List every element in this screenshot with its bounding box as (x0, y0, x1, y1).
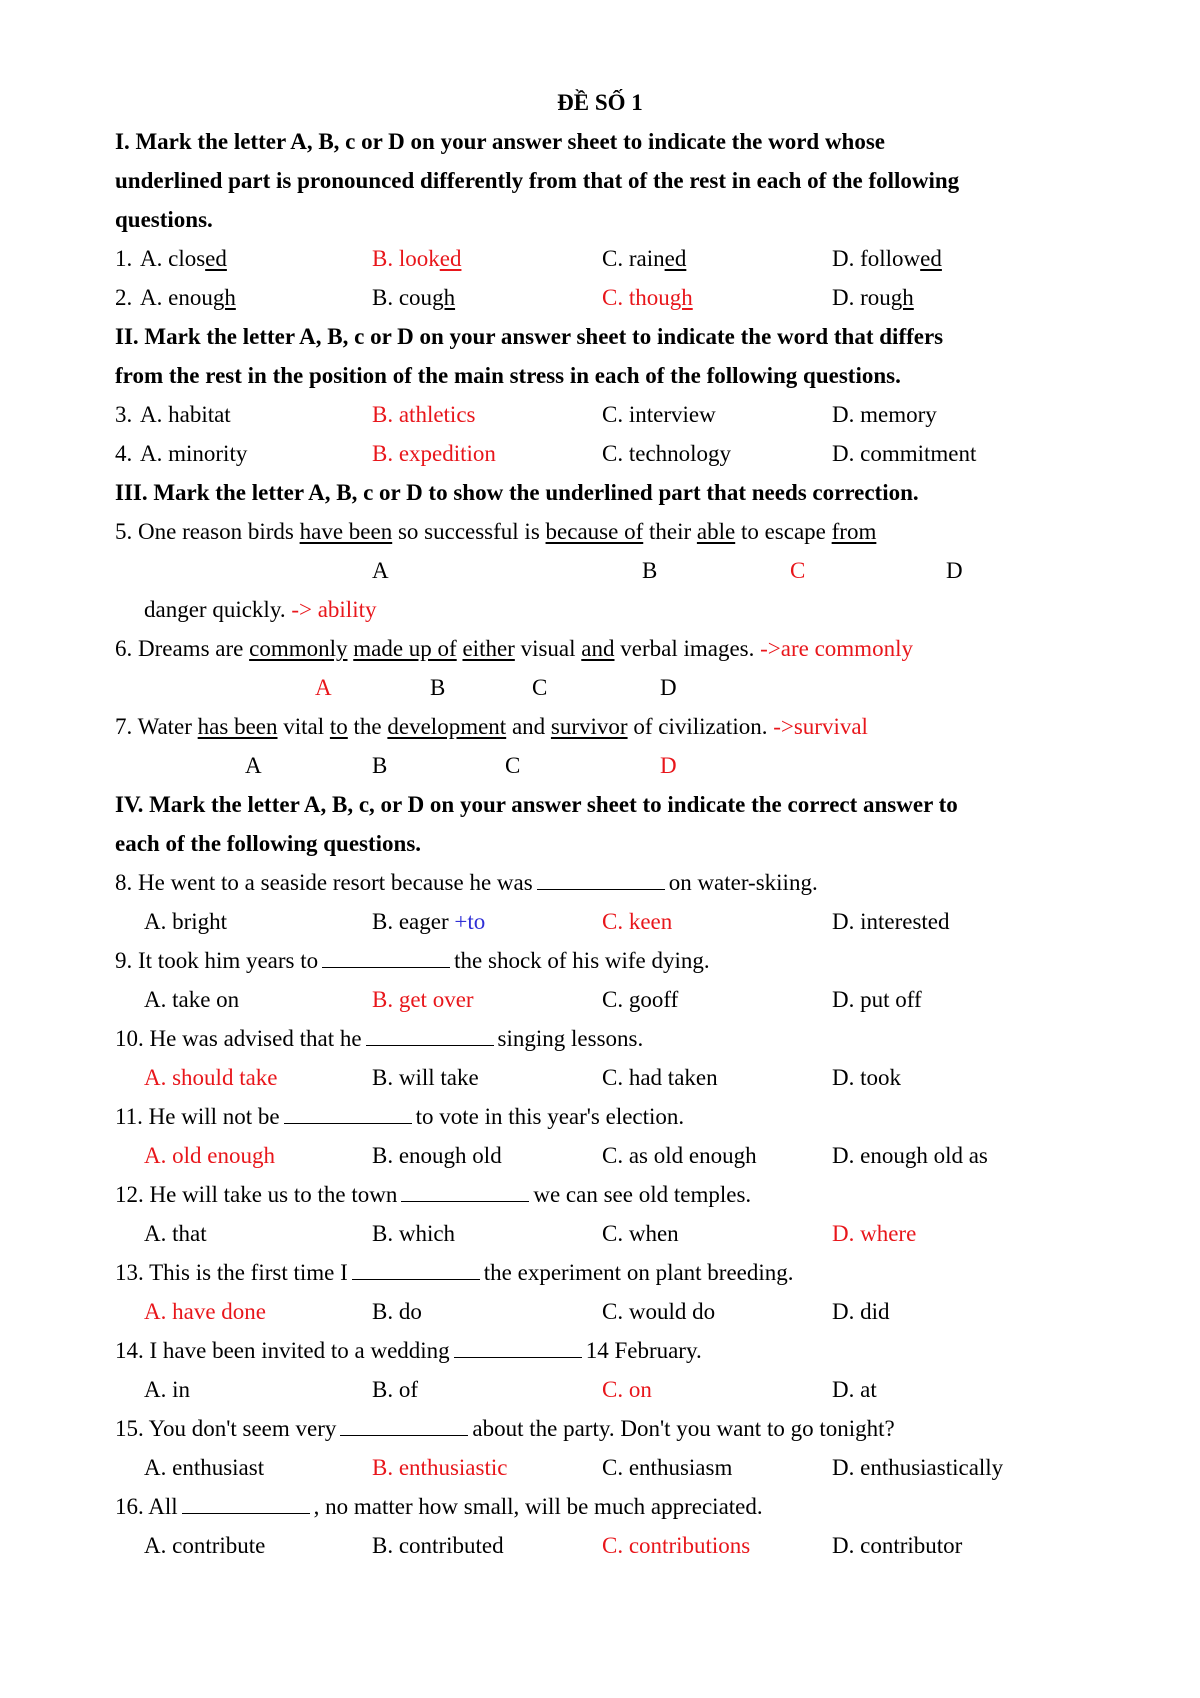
question-13-option-b: B. do (372, 1299, 422, 1324)
question-5-part-b: because of (545, 519, 644, 544)
question-9-option-a: A. take on (144, 987, 240, 1012)
answer-blank (322, 949, 450, 968)
question-13-option-d: D. did (832, 1299, 890, 1324)
question-12-option-c: C. when (602, 1221, 679, 1246)
question-8-option-d: D. interested (832, 909, 950, 934)
question-16-option-b: B. contributed (372, 1533, 504, 1558)
question-14-stem: 14. I have been invited to a wedding 14 February. (115, 1338, 702, 1363)
question-1-option-a: A. closed (140, 246, 227, 271)
section-1-heading-line-1: I. Mark the letter A, B, c or D on your answer sheet to indicate the word whose (115, 129, 886, 154)
question-15-stem: 15. You don't seem very about the party. Don't you want to go tonight? (115, 1416, 895, 1441)
question-3-option-b: B. athletics (372, 402, 476, 427)
question-6-letter-a: A (315, 675, 332, 700)
question-13-stem: 13. This is the first time I the experiment on plant breeding. (115, 1260, 794, 1285)
question-5-continuation: danger quickly. -> ability (144, 597, 377, 622)
question-6-part-b: made up of (353, 636, 457, 661)
question-5-letter-c: C (790, 558, 806, 583)
question-5-part-d: from (831, 519, 877, 544)
question-5-letter-b: B (642, 558, 658, 583)
question-14-option-a: A. in (144, 1377, 190, 1402)
question-7-part-d: survivor (550, 714, 628, 739)
question-2-option-a: A. enough (140, 285, 236, 310)
question-5-correction: -> ability (291, 597, 377, 622)
question-6-letter-b: B (430, 675, 446, 700)
section-3-heading: III. Mark the letter A, B, c or D to show the underlined part that needs correction. (115, 480, 919, 505)
question-12-option-a: A. that (144, 1221, 207, 1246)
section-2-heading-line-1: II. Mark the letter A, B, c or D on your answer sheet to indicate the word that differs (115, 324, 944, 349)
question-15-option-a: A. enthusiast (144, 1455, 265, 1480)
section-4-heading-line-2: each of the following questions. (115, 831, 422, 856)
question-8-option-c: C. keen (602, 909, 673, 934)
question-16-option-a: A. contribute (144, 1533, 266, 1558)
question-4-option-a: A. minority (140, 441, 248, 466)
question-1-option-c: C. rained (602, 246, 687, 271)
section-1-heading-line-3: questions. (115, 207, 213, 232)
question-11-option-d: D. enough old as (832, 1143, 988, 1168)
question-9-stem: 9. It took him years to the shock of his wife dying. (115, 948, 710, 973)
question-11-option-a: A. old enough (144, 1143, 275, 1168)
section-1-heading-line-2: underlined part is pronounced differently from that of the rest in each of the following (115, 168, 960, 193)
question-14-option-c: C. on (602, 1377, 652, 1402)
question-8-note: +to (454, 909, 486, 934)
question-7-part-c: development (387, 714, 507, 739)
question-14-option-d: D. at (832, 1377, 877, 1402)
question-3-option-d: D. memory (832, 402, 937, 427)
question-7-letter-c: C (505, 753, 521, 778)
question-1-number: 1. (115, 246, 133, 271)
answer-blank (182, 1495, 310, 1514)
question-5-letter-a: A (372, 558, 389, 583)
question-10-option-c: C. had taken (602, 1065, 718, 1090)
question-2-option-b: B. cough (372, 285, 456, 310)
question-12-option-b: B. which (372, 1221, 456, 1246)
question-11-option-b: B. enough old (372, 1143, 502, 1168)
answer-blank (454, 1339, 582, 1358)
question-12-option-d: D. where (832, 1221, 917, 1246)
section-4-heading-line-1: IV. Mark the letter A, B, c, or D on your answer sheet to indicate the correct answer to (115, 792, 958, 817)
question-8-stem: 8. He went to a seaside resort because he was on water-skiing. (115, 870, 818, 895)
question-1-option-b: B. looked (372, 246, 462, 271)
question-7-letter-a: A (245, 753, 262, 778)
question-5-part-a: have been (299, 519, 393, 544)
question-9-option-b: B. get over (372, 987, 474, 1012)
question-15-option-c: C. enthusiasm (602, 1455, 733, 1480)
question-6-letter-c: C (532, 675, 548, 700)
question-16-stem: 16. All , no matter how small, will be much appreciated. (115, 1494, 763, 1519)
question-7-part-b: to (329, 714, 348, 739)
question-2-number: 2. (115, 285, 133, 310)
question-3-number: 3. (115, 402, 133, 427)
question-9-option-d: D. put off (832, 987, 922, 1012)
question-13-option-c: C. would do (602, 1299, 716, 1324)
question-8-option-a: A. bright (144, 909, 228, 934)
question-6-part-a: commonly (249, 636, 348, 661)
question-3-option-c: C. interview (602, 402, 716, 427)
question-7-letter-d: D (660, 753, 677, 778)
question-4-number: 4. (115, 441, 133, 466)
question-15-option-d: D. enthusiastically (832, 1455, 1004, 1480)
question-2-option-d: D. rough (832, 285, 914, 310)
question-16-option-d: D. contributor (832, 1533, 963, 1558)
answer-blank (352, 1261, 480, 1280)
question-10-option-b: B. will take (372, 1065, 479, 1090)
question-6-sentence: 6. Dreams are commonly made up of either visual and verbal images. ->are commonly (115, 636, 913, 661)
question-10-stem: 10. He was advised that he singing lessons. (115, 1026, 644, 1051)
question-4-option-b: B. expedition (372, 441, 496, 466)
question-2-option-c: C. though (602, 285, 693, 310)
question-7-letter-b: B (372, 753, 388, 778)
question-4-option-c: C. technology (602, 441, 732, 466)
question-14-option-b: B. of (372, 1377, 418, 1402)
question-10-option-a: A. should take (144, 1065, 278, 1090)
answer-blank (537, 871, 665, 890)
question-4-option-d: D. commitment (832, 441, 977, 466)
question-7-correction: ->survival (773, 714, 868, 739)
question-3-option-a: A. habitat (140, 402, 231, 427)
question-5-sentence: 5. One reason birds have been so successful is because of their able to escape from (115, 519, 877, 544)
question-11-option-c: C. as old enough (602, 1143, 757, 1168)
question-5-part-c: able (696, 519, 736, 544)
question-6-letter-d: D (660, 675, 677, 700)
question-10-option-d: D. took (832, 1065, 901, 1090)
answer-blank (340, 1417, 468, 1436)
question-5-letter-d: D (946, 558, 963, 583)
question-9-option-c: C. gooff (602, 987, 679, 1012)
question-6-part-c: either (462, 636, 515, 661)
question-7-sentence: 7. Water has been vital to the development and survivor of civilization. ->survival (115, 714, 868, 739)
page-title: ĐỀ SỐ 1 (557, 90, 643, 115)
question-6-part-d: and (581, 636, 615, 661)
question-13-option-a: A. have done (144, 1299, 266, 1324)
answer-blank (284, 1105, 412, 1124)
question-1-option-d: D. followed (832, 246, 942, 271)
question-11-stem: 11. He will not be to vote in this year's election. (115, 1104, 685, 1129)
question-15-option-b: B. enthusiastic (372, 1455, 508, 1480)
question-12-stem: 12. He will take us to the town we can see old temples. (115, 1182, 752, 1207)
question-6-correction: ->are commonly (760, 636, 913, 661)
question-7-part-a: has been (197, 714, 278, 739)
section-2-heading-line-2: from the rest in the position of the main stress in each of the following questions. (115, 363, 901, 388)
answer-blank (366, 1027, 494, 1046)
answer-blank (401, 1183, 529, 1202)
question-16-option-c: C. contributions (602, 1533, 751, 1558)
question-8-option-b: B. eager +to (372, 909, 486, 934)
